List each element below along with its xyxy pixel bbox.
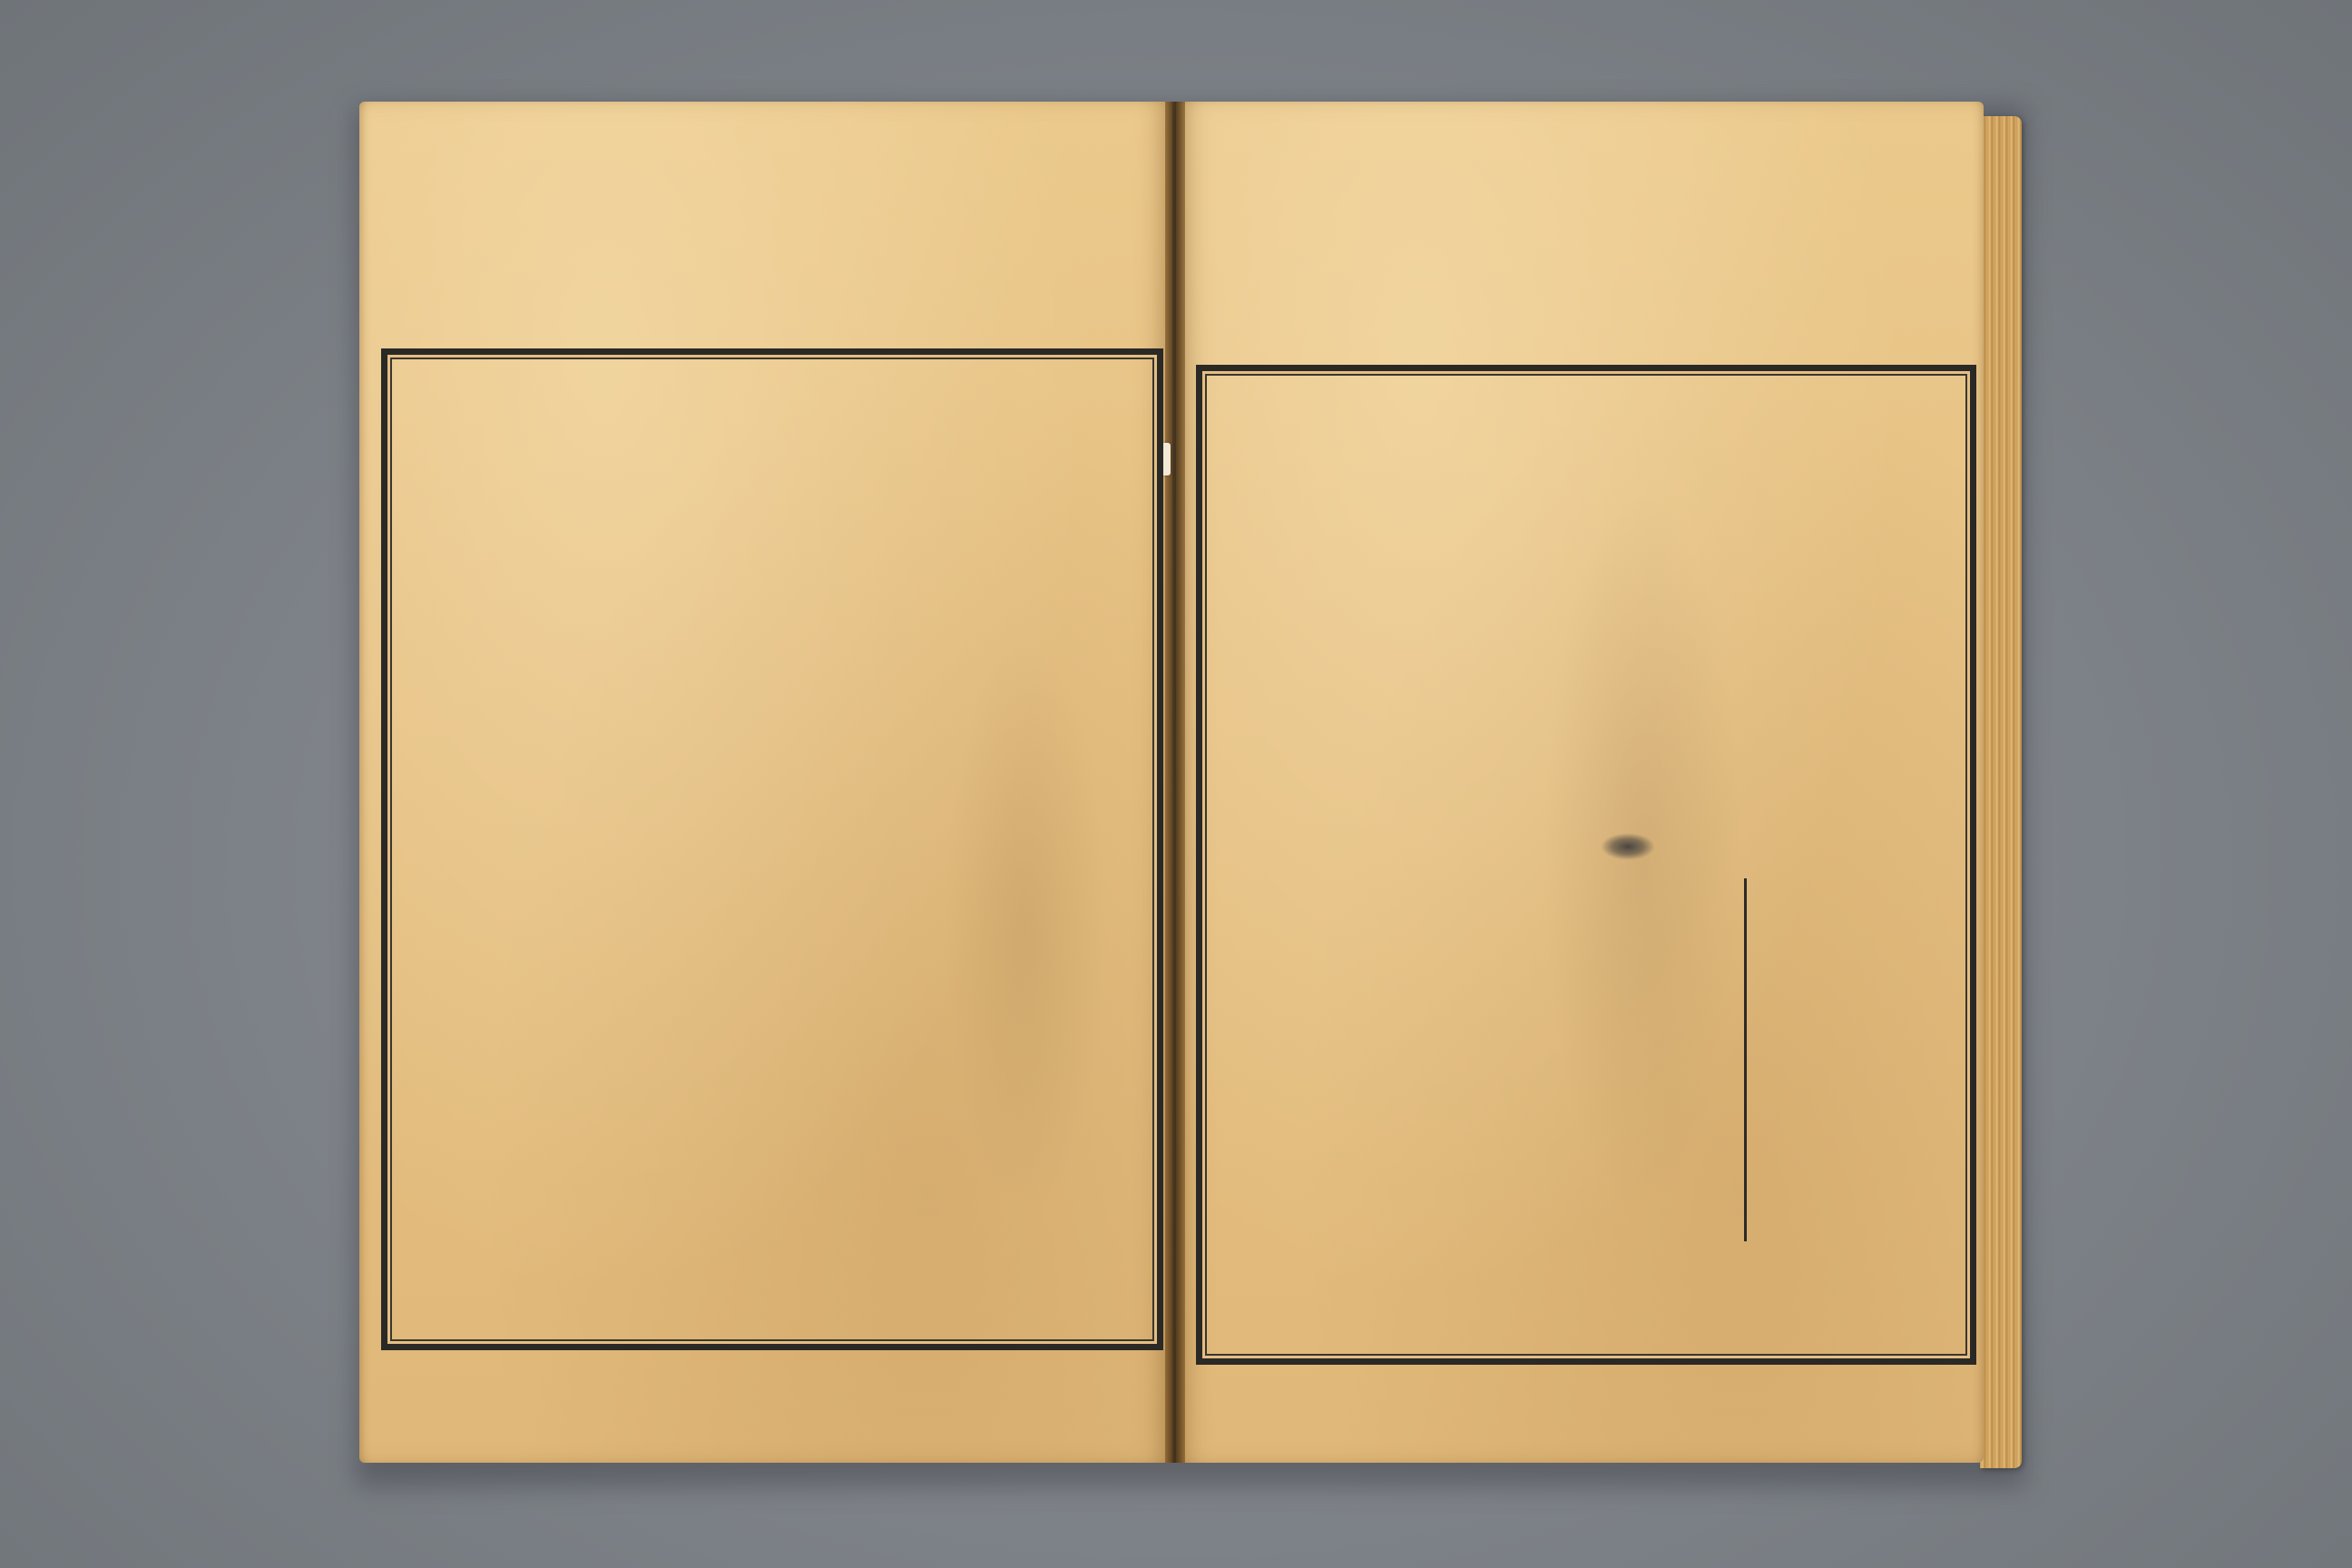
- page-edges: [1980, 116, 2022, 1468]
- left-page-text: [407, 372, 1125, 1316]
- right-page-text: [1221, 386, 1935, 1329]
- book-gutter: [1165, 102, 1185, 1463]
